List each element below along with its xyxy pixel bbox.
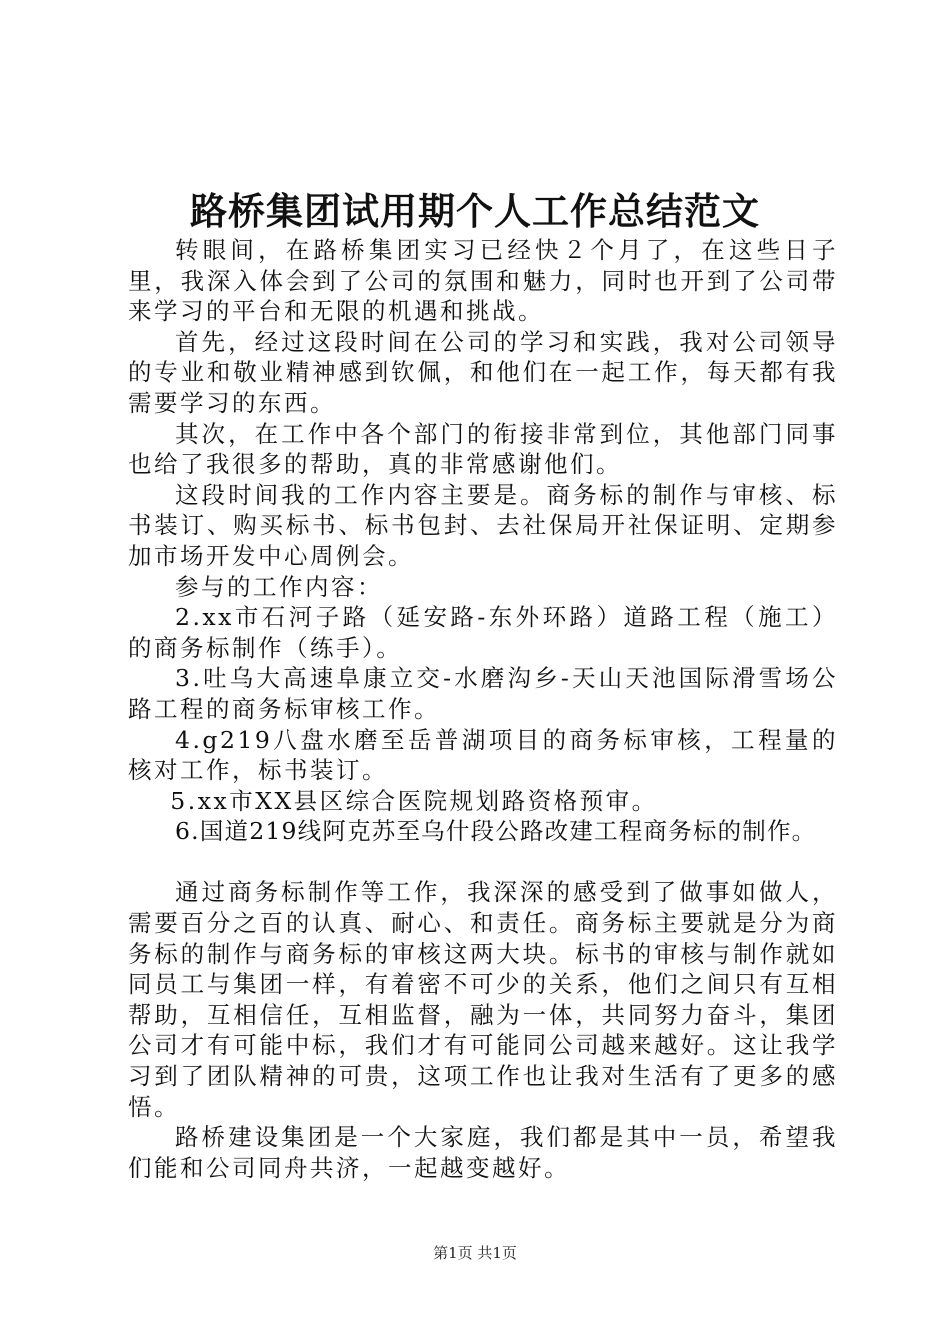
paragraph-participation-heading: 参与的工作内容： [175, 572, 383, 601]
document-body [128, 235, 838, 1183]
paragraph-work-content: 这段时间我的工作内容主要是。商务标的制作与审核、标书装订、购买标书、标书包封、去社保局开社保证明、定期参加市场开发中心周例会。 [128, 480, 838, 570]
list-item: 3.吐乌大高速阜康立交-水磨沟乡-天山天池国际滑雪场公路工程的商务标审核工作。 [128, 664, 838, 723]
list-item: 2.xx市石河子路（延安路-东外环路）道路工程（施工）的商务标制作（练手）。 [128, 603, 838, 662]
list-item: 4.g219八盘水磨至岳普湖项目的商务标审核，工程量的核对工作，标书装订。 [128, 725, 838, 785]
page-footer: 第1页 共1页 [433, 1244, 517, 1262]
document-title: 路桥集团试用期个人工作总结范文 [190, 189, 760, 233]
paragraph-spacer [128, 847, 838, 878]
paragraph-second: 其次，在工作中各个部门的衔接非常到位，其他部门同事也给了我很多的帮助，真的非常感谢他们。 [128, 419, 838, 479]
paragraph-reflection: 通过商务标制作等工作，我深深的感受到了做事如做人，需要百分之百的认真、耐心、和责任。商务标主要就是分为商务标的制作与商务标的审核这两大块。标书的审核与制作就如同员工与集团一样，有着密不可少的关系，他们之间只有互相帮助，互相信任，互相监督，融为一体，共同努力奋斗，集团公司才有可能中标，我们才有可能同公司越来越好。这让我学习到了团队精神的可贵，这项工作也让我对生活有了更多的感悟。 [128, 878, 838, 1121]
paragraph-closing: 路桥建设集团是一个大家庭，我们都是其中一员，希望我们能和公司同舟共济，一起越变越好。 [128, 1123, 838, 1182]
paragraph-first: 首先，经过这段时间在公司的学习和实践，我对公司领导的专业和敬业精神感到钦佩，和他们在一起工作，每天都有我需要学习的东西。 [128, 327, 838, 417]
paragraph-intro: 转眼间，在路桥集团实习已经快２个月了，在这些日子里，我深入体会到了公司的氛围和魅力，同时也开到了公司带来学习的平台和无限的机遇和挑战。 [128, 236, 838, 326]
list-item: 6.国道219线阿克苏至乌什段公路改建工程商务标的制作。 [175, 817, 817, 846]
list-item: 5.xx市XX县区综合医院规划路资格预审。 [170, 786, 658, 815]
